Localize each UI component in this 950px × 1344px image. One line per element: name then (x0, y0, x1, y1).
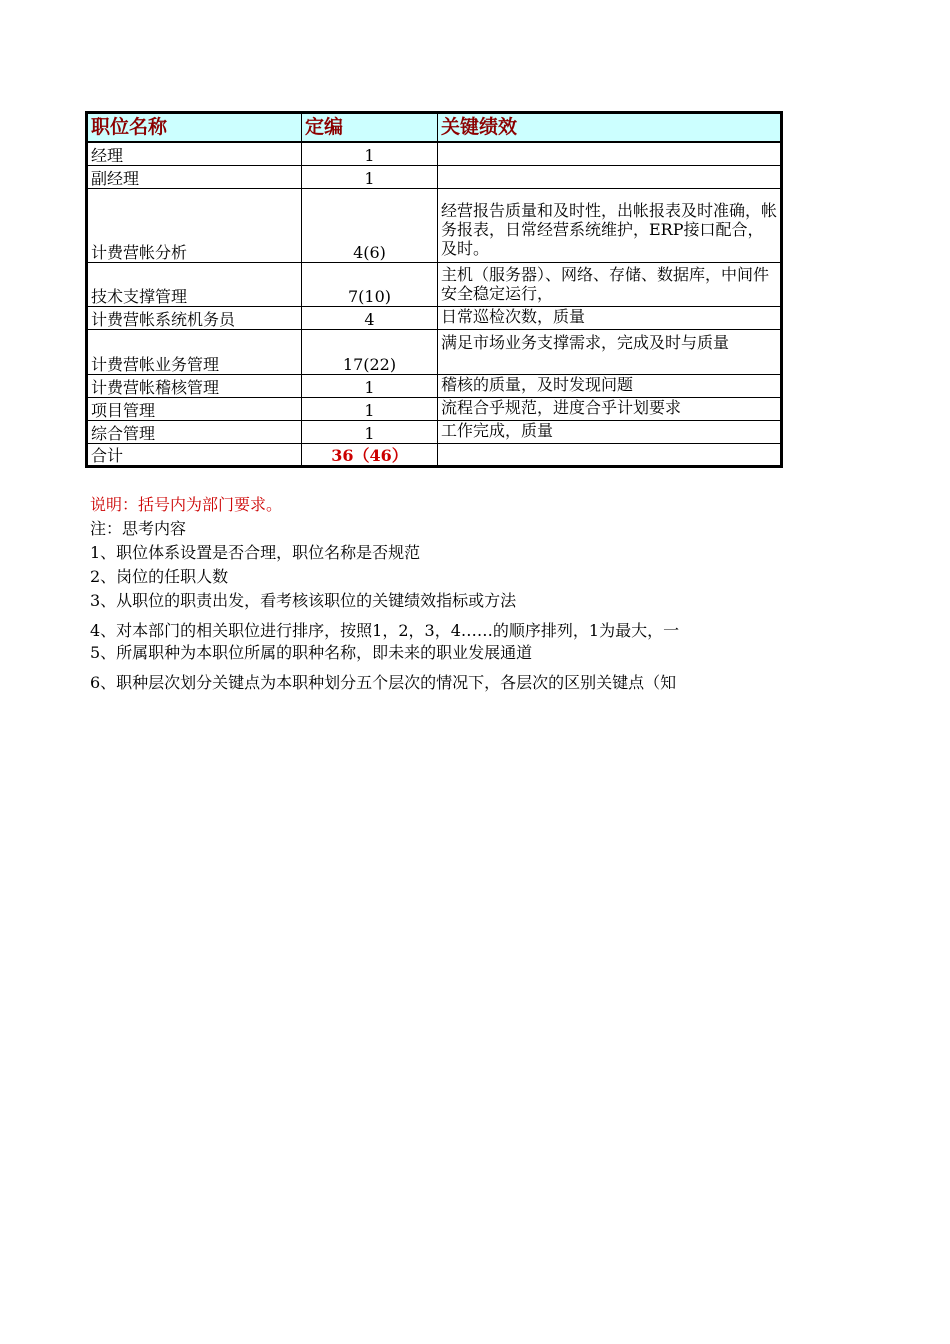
table-row (87, 262, 782, 306)
remark-text: 说明：括号内为部门要求。 (90, 495, 283, 514)
note-item: 1、职位体系设置是否合理，职位名称是否规范 (90, 543, 421, 562)
position-name-cell: 计费营帐分析 (87, 188, 302, 262)
kpi-cell: 稽核的质量，及时发现问题 (438, 374, 782, 397)
kpi-cell (438, 142, 782, 165)
table-row (87, 329, 782, 374)
kpi-cell: 流程合乎规范，进度合乎计划要求 (438, 397, 782, 420)
note-item: 5、所属职种为本职位所属的职种名称，即未来的职业发展通道 (90, 643, 533, 662)
headcount-cell: 7(10) (302, 262, 438, 306)
headcount-cell: 1 (302, 397, 438, 420)
headcount-cell: 1 (302, 420, 438, 443)
table-row (87, 374, 782, 397)
notes-section (90, 493, 780, 695)
headcount-cell: 1 (302, 165, 438, 188)
position-name-cell: 计费营帐稽核管理 (87, 374, 302, 397)
table-row (87, 142, 782, 165)
kpi-cell: 满足市场业务支撑需求，完成及时与质量 (438, 329, 782, 374)
note-item: 6、职种层次划分关键点为本职种划分五个层次的情况下，各层次的区别关键点（知 (90, 673, 677, 692)
headcount-cell: 4(6) (302, 188, 438, 262)
table-total-row (87, 443, 782, 466)
note-item: 4、对本部门的相关职位进行排序，按照1，2，3，4……的顺序排列，1为最大，一 (90, 621, 680, 640)
headcount-cell: 1 (302, 142, 438, 165)
position-name-cell: 综合管理 (87, 420, 302, 443)
position-name-cell: 副经理 (87, 165, 302, 188)
position-name-cell: 经理 (87, 142, 302, 165)
header-headcount: 定编 (302, 113, 438, 143)
total-headcount-cell: 36（46） (302, 443, 438, 466)
kpi-cell: 日常巡检次数，质量 (438, 306, 782, 329)
total-label-cell: 合计 (87, 443, 302, 466)
table-row (87, 420, 782, 443)
note-item: 3、从职位的职责出发，看考核该职位的关键绩效指标或方法 (90, 591, 517, 610)
position-table-sheet (85, 111, 781, 468)
table-header-row (87, 113, 782, 143)
kpi-cell: 主机（服务器）、网络、存储、数据库，中间件安全稳定运行， (438, 262, 782, 306)
kpi-cell: 工作完成，质量 (438, 420, 782, 443)
headcount-cell: 1 (302, 374, 438, 397)
total-kpi-cell (438, 443, 782, 466)
table-row (87, 165, 782, 188)
table-row (87, 306, 782, 329)
position-name-cell: 计费营帐业务管理 (87, 329, 302, 374)
notes-heading: 注：思考内容 (90, 519, 187, 538)
position-table (85, 111, 783, 468)
kpi-cell: 经营报告质量和及时性，出帐报表及时准确，帐务报表，日常经营系统维护，ERP接口配合，及时。 (438, 188, 782, 262)
headcount-cell: 4 (302, 306, 438, 329)
header-position-name: 职位名称 (87, 113, 302, 143)
position-name-cell: 计费营帐系统机务员 (87, 306, 302, 329)
note-item: 2、岗位的任职人数 (90, 567, 229, 586)
kpi-cell (438, 165, 782, 188)
table-row (87, 188, 782, 262)
position-name-cell: 技术支撑管理 (87, 262, 302, 306)
header-key-performance: 关键绩效 (438, 113, 782, 143)
position-name-cell: 项目管理 (87, 397, 302, 420)
table-row (87, 397, 782, 420)
headcount-cell: 17(22) (302, 329, 438, 374)
